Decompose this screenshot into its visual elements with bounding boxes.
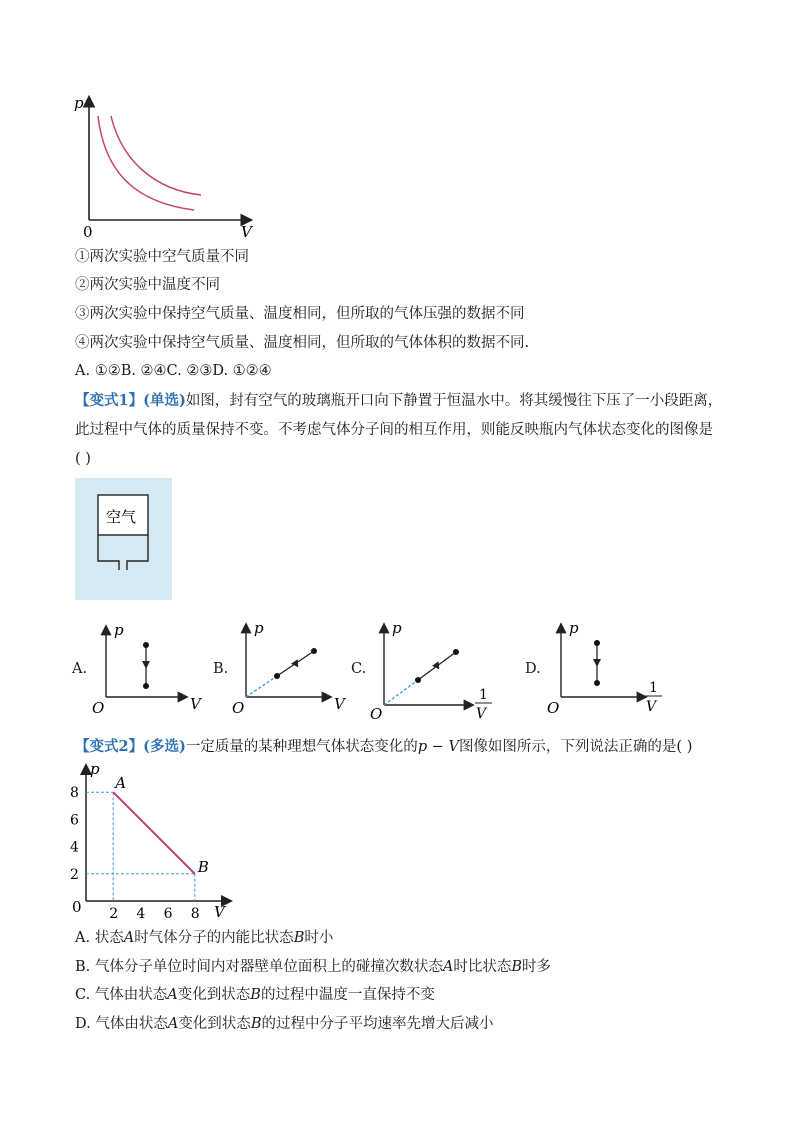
v1-question-line1	[75, 391, 722, 411]
isotherm-figure	[70, 92, 260, 242]
v1-option-c-label: C.	[351, 661, 367, 677]
pv-series-line	[113, 792, 195, 874]
statement-4: ④两次实验中保持空气质量、温度相同，但所取的气体体积的数据不同.	[75, 335, 530, 351]
pv-origin-label: 0	[72, 898, 82, 916]
x-tick-label: 2	[109, 906, 119, 920]
svg-text:V: V	[646, 699, 657, 715]
svg-text:O: O	[92, 699, 105, 715]
svg-text:O: O	[232, 699, 245, 715]
v1-option-b-graph	[230, 615, 355, 715]
bottle-label: 空气	[106, 508, 137, 526]
x-tick-label: 4	[136, 906, 146, 920]
y-tick-label: 6	[70, 812, 79, 829]
svg-text:p: p	[392, 619, 402, 637]
v1-option-d-label: D.	[525, 661, 541, 677]
svg-text:V: V	[334, 695, 345, 713]
y-tick-label: 8	[70, 785, 79, 802]
svg-text:1: 1	[479, 687, 488, 703]
v1-option-d-graph	[545, 615, 675, 721]
v1-option-a-graph	[90, 615, 210, 715]
pv-axis-label-p: p	[90, 760, 100, 778]
v2-option-c: C. 气体由状态A变化到状态B的过程中温度一直保持不变	[75, 987, 435, 1003]
v1-option-b-label: B.	[213, 661, 229, 677]
svg-text:O: O	[370, 705, 383, 721]
svg-text:p: p	[254, 619, 264, 637]
axis-label-p: p	[74, 94, 84, 112]
v1-tag: 【变式1】(单选)	[75, 392, 186, 409]
svg-text:p: p	[569, 619, 579, 637]
svg-text:p: p	[114, 621, 124, 639]
svg-text:O: O	[547, 699, 560, 717]
v2-tag: 【变式2】(多选)	[75, 738, 186, 755]
svg-text:V: V	[190, 695, 201, 713]
v1-blank: ( )	[75, 451, 91, 467]
v1-option-c-graph	[368, 615, 498, 721]
svg-text:V: V	[476, 706, 487, 721]
v2-option-b: B. 气体分子单位时间内对器壁单位面积上的碰撞次数状态A时比状态B时多	[75, 959, 552, 975]
statement-3: ③两次实验中保持空气质量、温度相同，但所取的气体压强的数据不同	[75, 306, 525, 322]
statement-2: ②两次实验中温度不同	[75, 277, 220, 293]
x-tick-label: 8	[190, 906, 200, 920]
svg-text:1: 1	[649, 680, 658, 696]
axis-label-v: V	[241, 223, 252, 241]
y-tick-label: 2	[70, 866, 79, 883]
point-b-label: B	[197, 857, 209, 876]
v2-option-d: D. 气体由状态A变化到状态B的过程中分子平均速率先增大后减小	[75, 1016, 494, 1032]
bottle-neck	[98, 535, 148, 570]
bottle-figure	[75, 478, 172, 600]
pv-chart	[62, 760, 242, 920]
v2-option-a: A. 状态A时气体分子的内能比状态B时小	[75, 930, 334, 946]
v1-question-line2: 此过程中气体的质量保持不变。不考虑气体分子间的相互作用，则能反映瓶内气体状态变化的图像是	[75, 422, 713, 438]
point-a-label: A	[115, 774, 127, 793]
isotherm-high	[111, 116, 201, 195]
q1-options: A. ①②B. ②④C. ②③D. ①②④	[75, 363, 272, 379]
statement-1: ①两次实验中空气质量不同	[75, 249, 249, 265]
v2-question: 【变式2】(多选)一定质量的某种理想气体状态变化的p − V图像如图所示，下列说法正确的是( )	[75, 738, 693, 755]
x-tick-label: 6	[163, 906, 173, 920]
v2-formula: p − V	[417, 739, 459, 755]
origin-label: 0	[83, 223, 93, 241]
state-point-start	[143, 642, 149, 648]
state-point-end	[143, 683, 149, 689]
isotherm-low	[98, 116, 194, 210]
y-tick-label: 4	[70, 839, 79, 856]
v1-option-a-label: A.	[72, 661, 88, 677]
pv-axis-label-v: V	[214, 903, 225, 920]
v1-text-1: 如图，封有空气的玻璃瓶开口向下静置于恒温水中。将其缓慢往下压了一小段距离，	[185, 393, 723, 409]
